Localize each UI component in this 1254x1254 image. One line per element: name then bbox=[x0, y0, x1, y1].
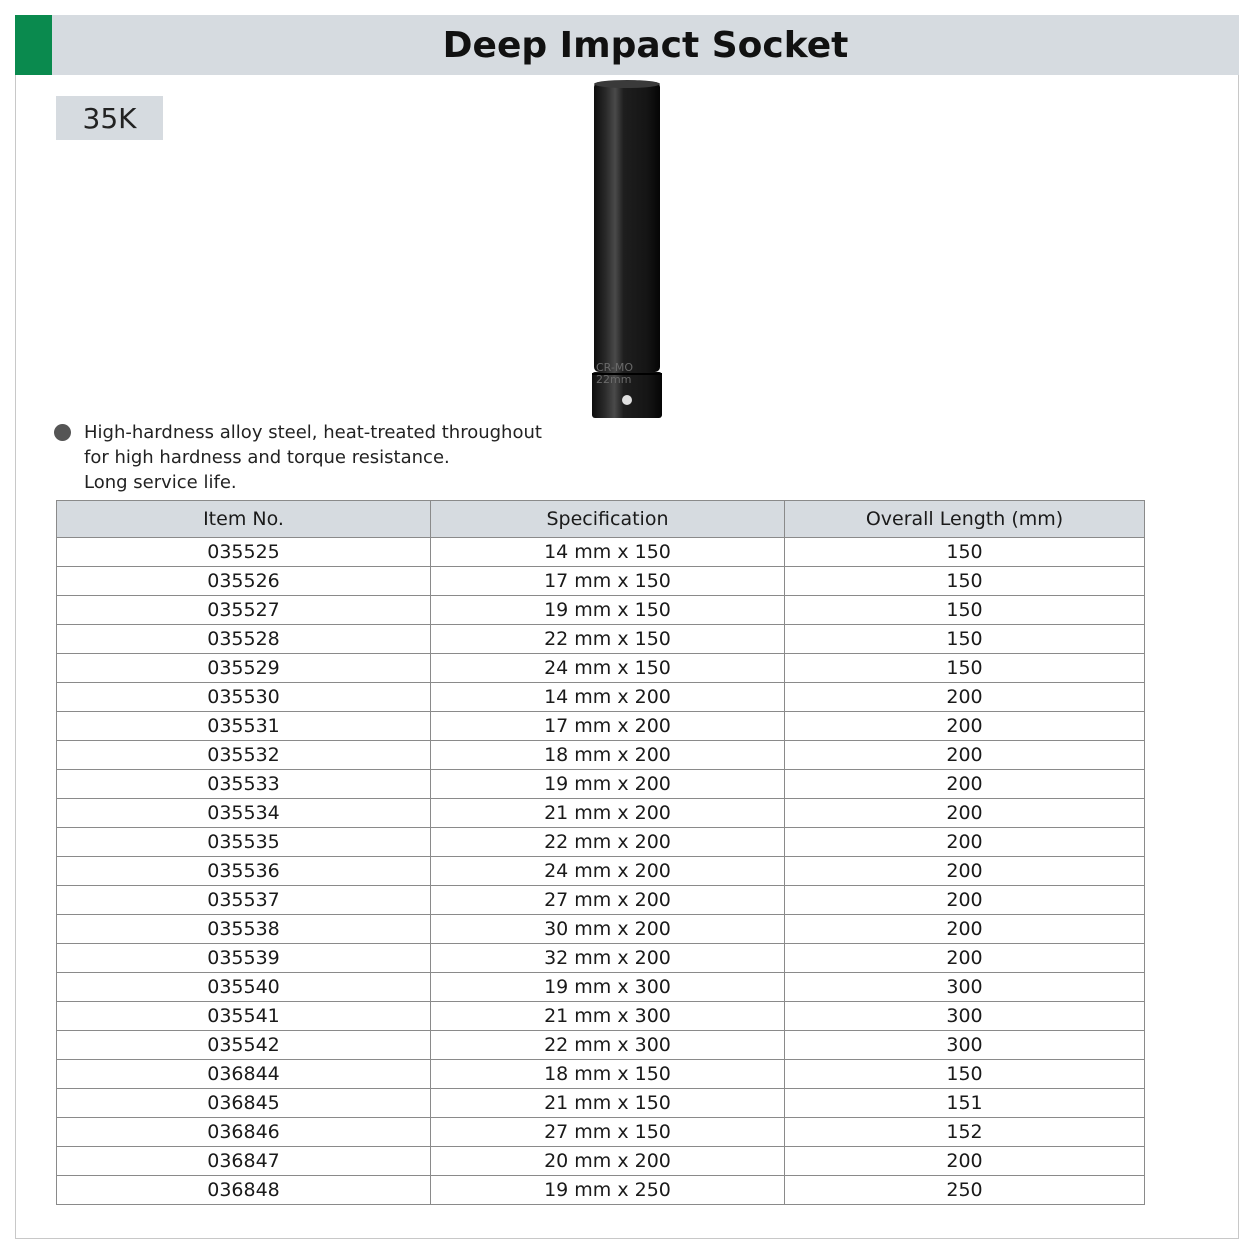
table-row bbox=[57, 596, 1145, 625]
table-row bbox=[57, 1060, 1145, 1089]
specification-cell: 24 mm x 200 bbox=[431, 857, 785, 886]
engraving-material: CR-MO bbox=[596, 361, 633, 374]
item-no-cell: 035542 bbox=[57, 1031, 431, 1060]
specification-cell: 17 mm x 150 bbox=[431, 567, 785, 596]
table-row bbox=[57, 741, 1145, 770]
table-row bbox=[57, 1147, 1145, 1176]
table-row bbox=[57, 1118, 1145, 1147]
feature-text bbox=[84, 420, 542, 495]
overall-length-cell: 300 bbox=[785, 1031, 1145, 1060]
overall-length-cell: 150 bbox=[785, 654, 1145, 683]
column-header-specification: Specification bbox=[431, 501, 785, 538]
item-no-cell: 035536 bbox=[57, 857, 431, 886]
feature-line: for high hardness and torque resistance. bbox=[84, 447, 450, 468]
specification-cell: 21 mm x 200 bbox=[431, 799, 785, 828]
specification-cell: 27 mm x 200 bbox=[431, 886, 785, 915]
overall-length-cell: 200 bbox=[785, 915, 1145, 944]
overall-length-cell: 200 bbox=[785, 683, 1145, 712]
item-no-cell: 035527 bbox=[57, 596, 431, 625]
specification-cell: 27 mm x 150 bbox=[431, 1118, 785, 1147]
overall-length-cell: 300 bbox=[785, 973, 1145, 1002]
table-row bbox=[57, 828, 1145, 857]
overall-length-cell: 200 bbox=[785, 944, 1145, 973]
item-no-cell: 036844 bbox=[57, 1060, 431, 1089]
brand-accent-block bbox=[15, 15, 52, 75]
item-no-cell: 035539 bbox=[57, 944, 431, 973]
overall-length-cell: 200 bbox=[785, 886, 1145, 915]
specification-cell: 30 mm x 200 bbox=[431, 915, 785, 944]
specification-cell: 19 mm x 300 bbox=[431, 973, 785, 1002]
table-row bbox=[57, 973, 1145, 1002]
spec-table bbox=[56, 500, 1145, 1205]
specification-cell: 20 mm x 200 bbox=[431, 1147, 785, 1176]
item-no-cell: 036847 bbox=[57, 1147, 431, 1176]
overall-length-cell: 300 bbox=[785, 1002, 1145, 1031]
item-no-cell: 035534 bbox=[57, 799, 431, 828]
specification-cell: 19 mm x 200 bbox=[431, 770, 785, 799]
page-title: Deep Impact Socket bbox=[442, 24, 849, 66]
item-no-cell: 035538 bbox=[57, 915, 431, 944]
overall-length-cell: 200 bbox=[785, 712, 1145, 741]
overall-length-cell: 150 bbox=[785, 538, 1145, 567]
specification-cell: 22 mm x 150 bbox=[431, 625, 785, 654]
table-row bbox=[57, 654, 1145, 683]
column-header-overall-length: Overall Length (mm) bbox=[785, 501, 1145, 538]
retaining-hole-icon bbox=[622, 395, 632, 405]
specification-cell: 24 mm x 150 bbox=[431, 654, 785, 683]
specification-cell: 18 mm x 150 bbox=[431, 1060, 785, 1089]
item-no-cell: 035540 bbox=[57, 973, 431, 1002]
series-badge: 35K bbox=[56, 96, 163, 140]
overall-length-cell: 200 bbox=[785, 1147, 1145, 1176]
table-row bbox=[57, 538, 1145, 567]
specification-cell: 14 mm x 150 bbox=[431, 538, 785, 567]
column-header-item-no: Item No. bbox=[57, 501, 431, 538]
item-no-cell: 035535 bbox=[57, 828, 431, 857]
item-no-cell: 035529 bbox=[57, 654, 431, 683]
specification-cell: 19 mm x 150 bbox=[431, 596, 785, 625]
feature-line: Long service life. bbox=[84, 472, 237, 493]
overall-length-cell: 200 bbox=[785, 770, 1145, 799]
overall-length-cell: 200 bbox=[785, 799, 1145, 828]
specification-cell: 22 mm x 200 bbox=[431, 828, 785, 857]
table-row bbox=[57, 770, 1145, 799]
overall-length-cell: 151 bbox=[785, 1089, 1145, 1118]
overall-length-cell: 150 bbox=[785, 1060, 1145, 1089]
table-row bbox=[57, 886, 1145, 915]
feature-line: High-hardness alloy steel, heat-treated throughout bbox=[84, 422, 542, 443]
item-no-cell: 035541 bbox=[57, 1002, 431, 1031]
table-row bbox=[57, 915, 1145, 944]
specification-cell: 14 mm x 200 bbox=[431, 683, 785, 712]
item-no-cell: 036845 bbox=[57, 1089, 431, 1118]
table-row bbox=[57, 625, 1145, 654]
table-row bbox=[57, 799, 1145, 828]
deep-impact-socket-illustration bbox=[586, 78, 668, 424]
table-row bbox=[57, 944, 1145, 973]
table-row bbox=[57, 1089, 1145, 1118]
overall-length-cell: 150 bbox=[785, 625, 1145, 654]
item-no-cell: 035525 bbox=[57, 538, 431, 567]
item-no-cell: 035537 bbox=[57, 886, 431, 915]
overall-length-cell: 200 bbox=[785, 857, 1145, 886]
specification-cell: 32 mm x 200 bbox=[431, 944, 785, 973]
table-row bbox=[57, 1031, 1145, 1060]
table-header-row bbox=[57, 501, 1145, 538]
overall-length-cell: 150 bbox=[785, 567, 1145, 596]
overall-length-cell: 152 bbox=[785, 1118, 1145, 1147]
specification-cell: 21 mm x 150 bbox=[431, 1089, 785, 1118]
overall-length-cell: 200 bbox=[785, 828, 1145, 857]
specification-cell: 18 mm x 200 bbox=[431, 741, 785, 770]
table-row bbox=[57, 567, 1145, 596]
table-row bbox=[57, 1176, 1145, 1205]
overall-length-cell: 250 bbox=[785, 1176, 1145, 1205]
specification-cell: 21 mm x 300 bbox=[431, 1002, 785, 1031]
specification-cell: 19 mm x 250 bbox=[431, 1176, 785, 1205]
table-row bbox=[57, 683, 1145, 712]
item-no-cell: 035530 bbox=[57, 683, 431, 712]
item-no-cell: 035533 bbox=[57, 770, 431, 799]
feature-description bbox=[54, 420, 542, 495]
table-row bbox=[57, 857, 1145, 886]
bullet-icon bbox=[54, 424, 71, 441]
table-row bbox=[57, 1002, 1145, 1031]
item-no-cell: 035532 bbox=[57, 741, 431, 770]
overall-length-cell: 150 bbox=[785, 596, 1145, 625]
specification-cell: 22 mm x 300 bbox=[431, 1031, 785, 1060]
table-row bbox=[57, 712, 1145, 741]
overall-length-cell: 200 bbox=[785, 741, 1145, 770]
specification-cell: 17 mm x 200 bbox=[431, 712, 785, 741]
item-no-cell: 035531 bbox=[57, 712, 431, 741]
item-no-cell: 035528 bbox=[57, 625, 431, 654]
item-no-cell: 036846 bbox=[57, 1118, 431, 1147]
item-no-cell: 036848 bbox=[57, 1176, 431, 1205]
item-no-cell: 035526 bbox=[57, 567, 431, 596]
engraving-size: 22mm bbox=[596, 373, 632, 386]
